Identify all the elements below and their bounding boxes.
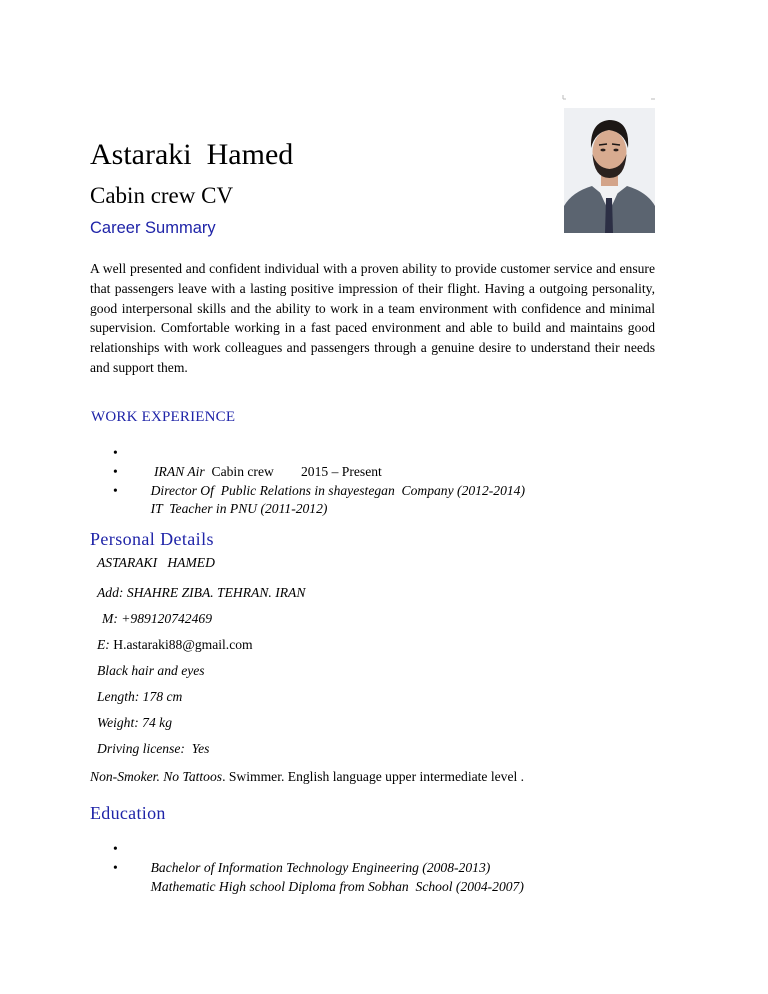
pd-full-name: ASTARAKI HAMED: [97, 555, 215, 570]
work-item-text: IT Teacher in PNU (2011-2012): [150, 501, 328, 517]
pd-email-row: [97, 637, 253, 653]
bullet-icon: •: [113, 841, 118, 856]
pd-driving: Driving license: Yes: [97, 741, 210, 756]
career-summary-text: A well presented and confident individual with a proven ability to provide customer service and ensure that passengers leave with a lasting positive impression of their flight. Having a outgoing personality, good interpersonal skills and the ability to work in a team environment with confidence and minimal supervision. Comfortable working in a fast paced environment and able to build and maintains good relationships with work colleagues and passengers through a genuine desire to understand their needs and support them.: [90, 261, 655, 375]
education-item: Bachelor of Information Technology Engineering (2008-2013): [150, 859, 491, 875]
work-experience-list: [113, 444, 525, 517]
career-summary-heading: Career Summary: [90, 219, 216, 237]
work-experience-heading: WORK EXPERIENCE: [91, 409, 236, 425]
pd-mobile: M: +989120742469: [102, 611, 212, 626]
pd-length: Length: 178 cm: [97, 689, 183, 704]
personal-details-heading: Personal Details: [90, 529, 214, 549]
list-item: [113, 444, 525, 479]
education-item: Mathematic High school Diploma from Sobhan School (2004-2007): [150, 878, 524, 894]
education-heading: Education: [90, 803, 166, 823]
pd-extra-italic: Non-Smoker. No Tattoos: [90, 769, 223, 784]
list-item: [113, 463, 525, 498]
pd-extra: [90, 769, 524, 785]
pd-email: H.astaraki88@gmail.com: [113, 637, 253, 652]
list-item: [113, 859, 524, 894]
list-item: [113, 840, 524, 875]
pd-address: Add: SHAHRE ZIBA. TEHRAN. IRAN: [97, 585, 306, 600]
crop-marks: [561, 94, 656, 100]
pd-weight: Weight: 74 kg: [97, 715, 173, 730]
education-list: [113, 840, 524, 894]
pd-email-label: E:: [97, 637, 110, 652]
candidate-name: Astaraki Hamed: [90, 138, 294, 171]
profile-photo: [564, 108, 655, 233]
work-company: IRAN Air: [154, 463, 205, 479]
list-item: [113, 482, 525, 517]
work-role: Cabin crew: [211, 463, 274, 479]
bullet-icon: •: [113, 482, 118, 498]
bullet-icon: •: [113, 463, 118, 479]
bullet-icon: •: [113, 859, 118, 875]
pd-hair-eyes: Black hair and eyes: [97, 663, 205, 678]
document-subtitle: Cabin crew CV: [90, 183, 234, 208]
pd-extra-rest: . Swimmer. English language upper intermediate level .: [222, 769, 525, 784]
bullet-icon: •: [113, 445, 118, 460]
work-period: 2015 – Present: [301, 463, 382, 479]
work-item-text: Director Of Public Relations in shayestegan Company (2012-2014): [150, 482, 525, 498]
